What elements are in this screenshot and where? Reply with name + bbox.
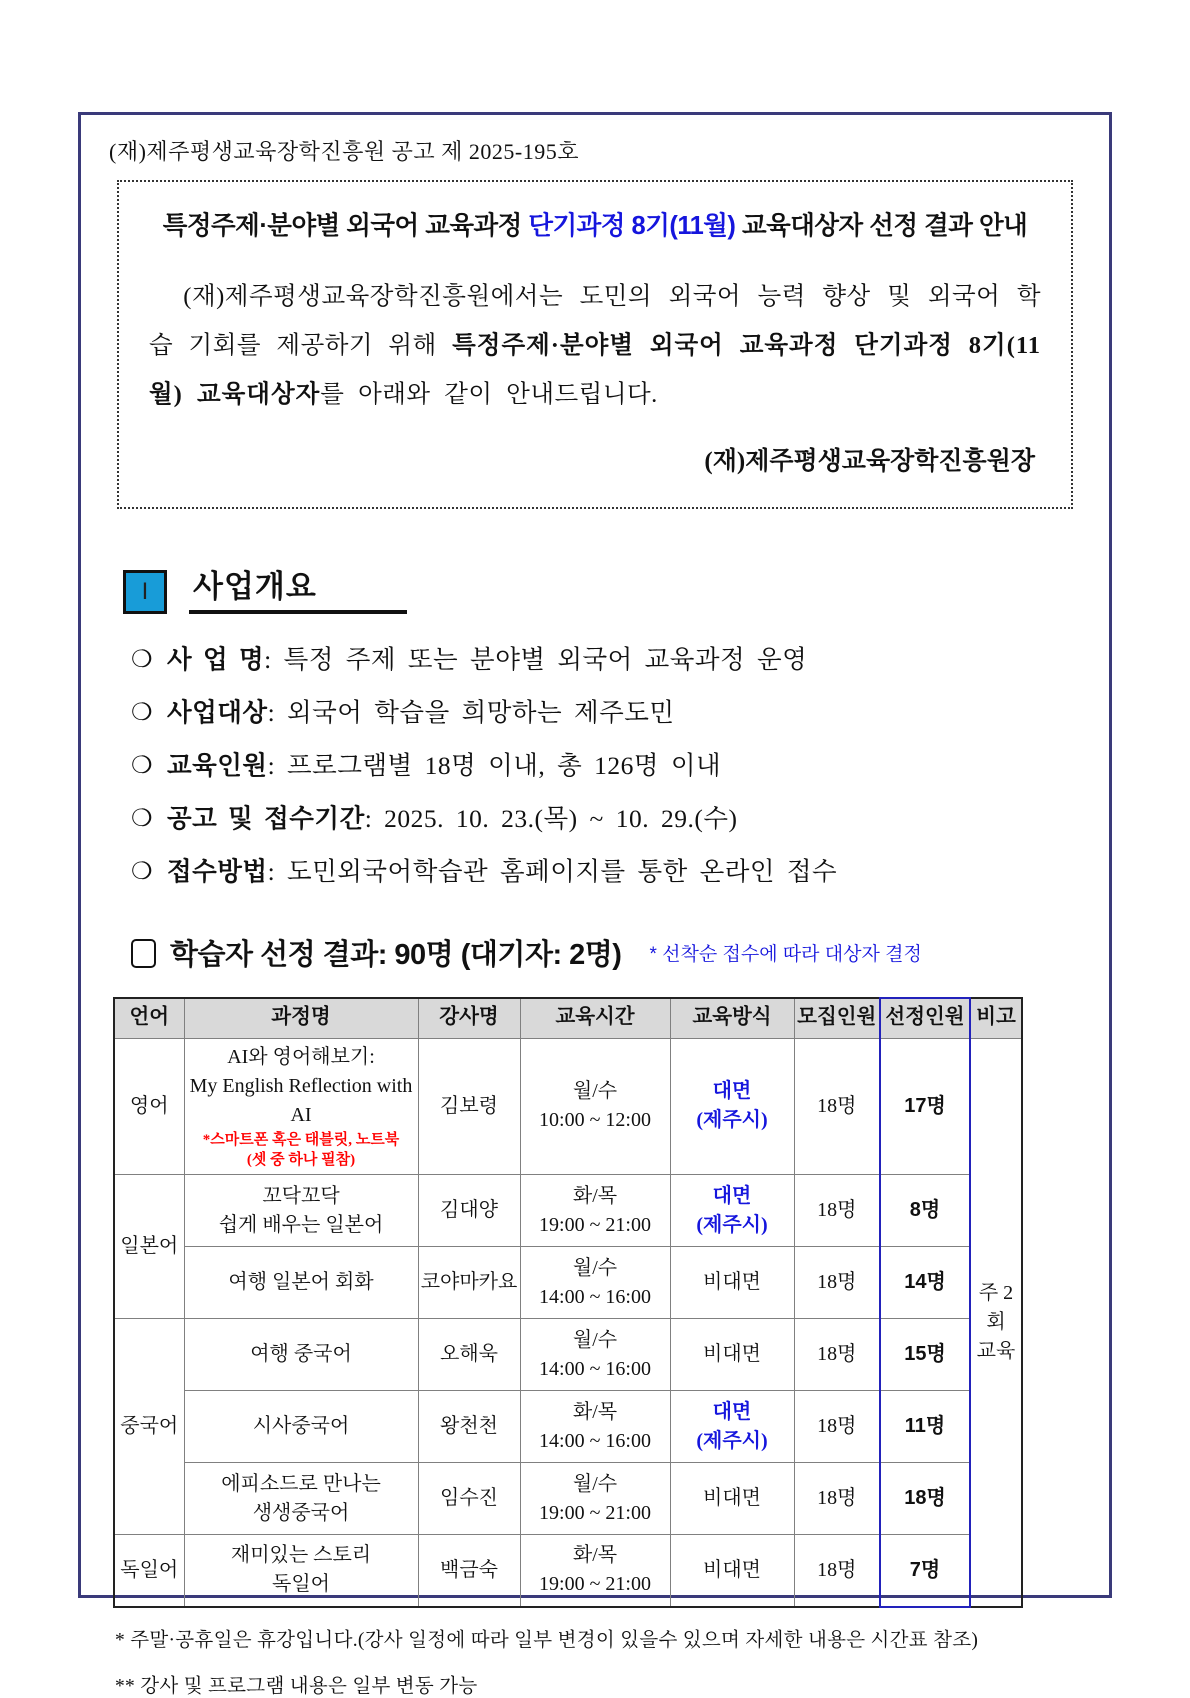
cell-language: 일본어 [114, 1175, 184, 1319]
section-number-badge: I [123, 570, 167, 614]
course-red-note: (셋 중 하나 필참) [246, 1151, 356, 1168]
bullet-label: 공고 및 접수기간 [167, 804, 365, 833]
circle-bullet-icon: ❍ [131, 647, 154, 673]
col-header-teacher: 강사명 [418, 998, 520, 1038]
table-row [114, 1247, 1022, 1319]
bullet-label: 사업대상 [167, 698, 268, 727]
cell-schedule: 월/수 19:00 ~ 21:00 [520, 1463, 670, 1535]
cell-capacity: 18명 [794, 1391, 880, 1463]
notice-body-paragraph [149, 272, 1041, 419]
issuer-signature: (재)제주평생교육장학진흥원장 [704, 448, 1035, 475]
cell-method: 비대면 [670, 1247, 794, 1319]
cell-method: 대면 (제주시) [670, 1175, 794, 1247]
bullet-label: 사 업 명 [167, 645, 265, 674]
cell-selected: 18명 [880, 1463, 970, 1535]
cell-capacity: 18명 [794, 1175, 880, 1247]
cell-schedule: 월/수 14:00 ~ 16:00 [520, 1319, 670, 1391]
overview-bullet-list [131, 640, 1081, 888]
notice-title-highlight: 단기과정 8기(11월) [528, 212, 736, 240]
cell-schedule: 화/목 19:00 ~ 21:00 [520, 1535, 670, 1607]
cell-selected: 11명 [880, 1391, 970, 1463]
selection-results-table [113, 997, 1023, 1608]
footnotes [115, 1624, 1081, 1698]
section-title: 사업개요 [193, 569, 317, 604]
bullet-value: : 프로그램별 18명 이내, 총 126명 이내 [267, 751, 722, 780]
cell-selected: 8명 [880, 1175, 970, 1247]
cell-course: 시사중국어 [184, 1391, 418, 1463]
table-header-row [114, 998, 1022, 1038]
cell-teacher: 백금숙 [418, 1535, 520, 1607]
col-header-capacity: 모집인원 [794, 998, 880, 1038]
cell-teacher: 오해욱 [418, 1319, 520, 1391]
footnote-2: ** 강사 및 프로그램 내용은 일부 변동 가능 [115, 1675, 478, 1697]
cell-teacher: 김대양 [418, 1175, 520, 1247]
col-header-language: 언어 [114, 998, 184, 1038]
col-header-schedule: 교육시간 [520, 998, 670, 1038]
cell-schedule: 월/수 10:00 ~ 12:00 [520, 1038, 670, 1175]
bullet-period [131, 799, 1081, 835]
announcement-number: (재)제주평생교육장학진흥원 공고 제 2025-195호 [109, 139, 580, 164]
cell-course: 꼬닥꼬닥 쉽게 배우는 일본어 [184, 1175, 418, 1247]
table-row [114, 1391, 1022, 1463]
cell-teacher: 왕천천 [418, 1391, 520, 1463]
cell-capacity: 18명 [794, 1319, 880, 1391]
cell-remark: 주 2회 교육 [970, 1038, 1022, 1607]
selection-result-heading: 학습자 선정 결과: 90명 (대기자: 2명) [170, 939, 622, 971]
cell-schedule: 월/수 14:00 ~ 16:00 [520, 1247, 670, 1319]
cell-method: 비대면 [670, 1463, 794, 1535]
cell-method: 대면 (제주시) [670, 1038, 794, 1175]
notice-body-post: 를 아래와 같이 안내드립니다. [320, 381, 658, 408]
notice-title-box [117, 180, 1073, 509]
course-red-note: *스마트폰 혹은 태블릿, 노트북 [202, 1131, 400, 1148]
document-page-border [78, 112, 1112, 1697]
bullet-value: : 2025. 10. 23.(목) ~ 10. 29.(수) [364, 804, 738, 833]
circle-bullet-icon: ❍ [131, 806, 154, 832]
bullet-value: : 외국어 학습을 희망하는 제주도민 [267, 698, 675, 727]
notice-title [149, 206, 1041, 242]
notice-body-bold: 특정주제·분야별 외국어 교육과정 단기과정 8기(11월) 교육대상자 [149, 332, 1042, 408]
cell-language: 중국어 [114, 1319, 184, 1535]
table-row [114, 1038, 1022, 1175]
selection-result-note: * 선착순 접수에 따라 대상자 결정 [649, 944, 922, 965]
col-header-course: 과정명 [184, 998, 418, 1038]
bullet-label: 교육인원 [167, 751, 268, 780]
notice-title-pre: 특정주제·분야별 외국어 교육과정 [162, 212, 529, 240]
cell-selected: 17명 [880, 1038, 970, 1175]
bullet-method [131, 852, 1081, 888]
cell-teacher: 김보령 [418, 1038, 520, 1175]
circle-bullet-icon: ❍ [131, 700, 154, 726]
notice-body-pre: (재)제주평생교육장학진흥원에서는 도민의 외국어 능력 향상 및 외국어 학습 기회를 제공하기 위해 [149, 283, 1041, 359]
cell-method: 비대면 [670, 1535, 794, 1607]
bullet-capacity [131, 746, 1081, 782]
cell-capacity: 18명 [794, 1535, 880, 1607]
cell-language: 영어 [114, 1038, 184, 1175]
section-header [123, 561, 1081, 614]
table-row [114, 1319, 1022, 1391]
section-title-underline [189, 561, 407, 614]
col-header-remark: 비고 [970, 998, 1022, 1038]
table-row [114, 1463, 1022, 1535]
table-row [114, 1175, 1022, 1247]
cell-course: 여행 일본어 회화 [184, 1247, 418, 1319]
cell-selected: 15명 [880, 1319, 970, 1391]
cell-selected: 7명 [880, 1535, 970, 1607]
bullet-label: 접수방법 [167, 857, 268, 886]
cell-method: 대면 (제주시) [670, 1391, 794, 1463]
cell-language: 독일어 [114, 1535, 184, 1607]
notice-title-post: 교육대상자 선정 결과 안내 [735, 212, 1028, 240]
cell-schedule: 화/목 14:00 ~ 16:00 [520, 1391, 670, 1463]
circle-bullet-icon: ❍ [131, 859, 154, 885]
square-bullet-icon [131, 939, 156, 968]
footnote-1: * 주말·공휴일은 휴강입니다.(강사 일정에 따라 일부 변경이 있을수 있으며 자세한 내용은 시간표 참조) [115, 1629, 979, 1651]
bullet-value: : 도민외국어학습관 홈페이지를 통한 온라인 접수 [267, 857, 838, 886]
cell-capacity: 18명 [794, 1038, 880, 1175]
cell-capacity: 18명 [794, 1247, 880, 1319]
cell-course: 재미있는 스토리 독일어 [184, 1535, 418, 1607]
cell-method: 비대면 [670, 1319, 794, 1391]
circle-bullet-icon: ❍ [131, 753, 154, 779]
selection-result-heading-row [131, 932, 1081, 973]
cell-teacher: 코야마카요 [418, 1247, 520, 1319]
cell-schedule: 화/목 19:00 ~ 21:00 [520, 1175, 670, 1247]
bullet-target [131, 693, 1081, 729]
cell-selected: 14명 [880, 1247, 970, 1319]
cell-course: 여행 중국어 [184, 1319, 418, 1391]
cell-course: 에피소드로 만나는 생생중국어 [184, 1463, 418, 1535]
cell-teacher: 임수진 [418, 1463, 520, 1535]
cell-capacity: 18명 [794, 1463, 880, 1535]
bullet-project-name [131, 640, 1081, 676]
col-header-selected: 선정인원 [880, 998, 970, 1038]
cell-course: AI와 영어해보기: My English Reflection with AI *스마트폰 혹은 태블릿, 노트북 (셋 중 하나 필참) [184, 1038, 418, 1175]
table-row [114, 1535, 1022, 1607]
col-header-method: 교육방식 [670, 998, 794, 1038]
bullet-value: : 특정 주제 또는 분야별 외국어 교육과정 운영 [264, 645, 808, 674]
